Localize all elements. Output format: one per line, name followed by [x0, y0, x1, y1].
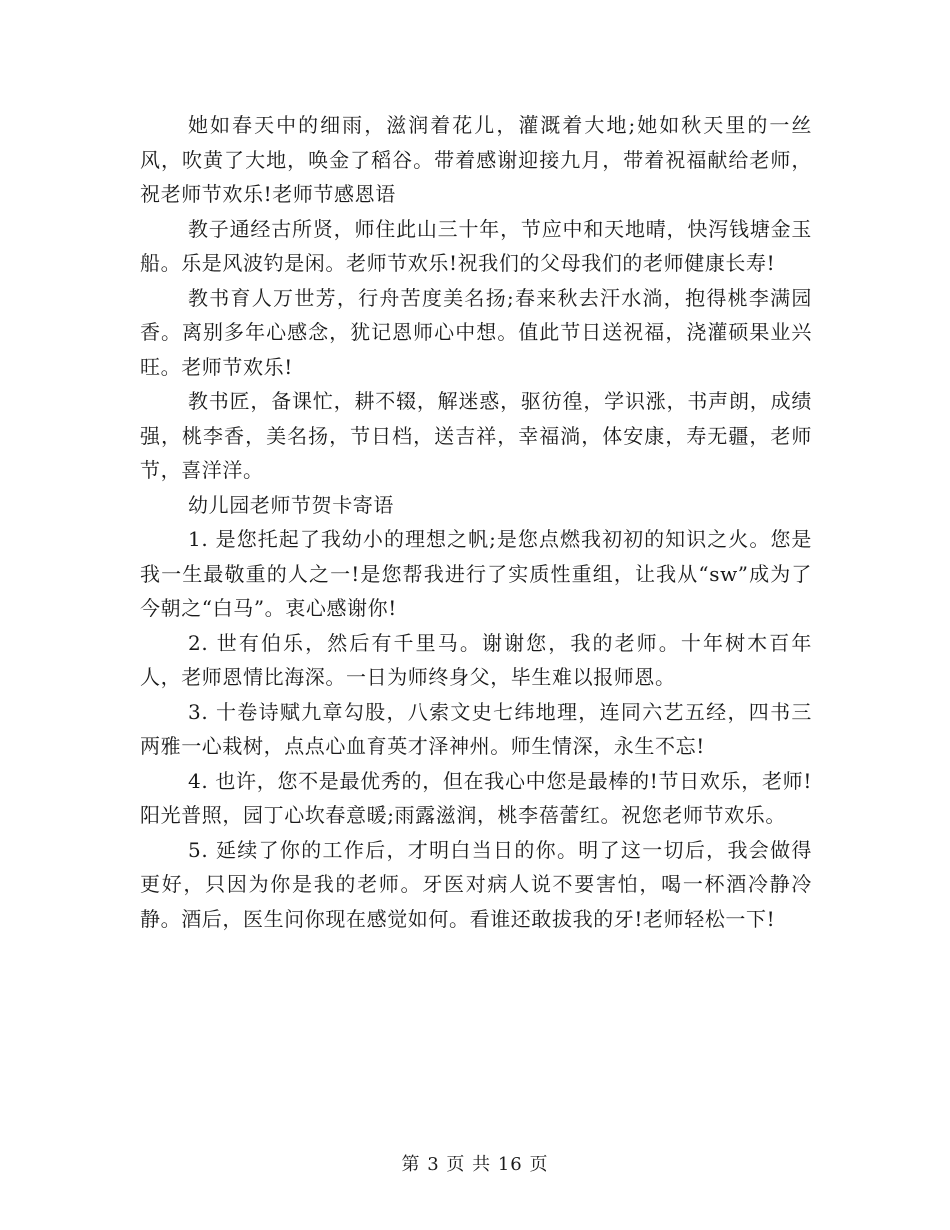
document-body [140, 108, 812, 936]
page-number-footer: 第 3 页 共 16 页 [401, 1154, 549, 1175]
list-item-1: 1. 是您托起了我幼小的理想之帆;是您点燃我初初的知识之火。您是我一生最敬重的人之一!是您帮我进行了实质性重组，让我从“sw”成为了今朝之“白马”。衷心感谢你! [140, 527, 812, 620]
section-heading: 幼儿园老师节贺卡寄语 [188, 492, 394, 517]
paragraph-2: 教子通经古所贤，师住此山三十年，节应中和天地晴，快泻钱塘金玉船。乐是风波钓是闲。老师节欢乐!祝我们的父母我们的老师健康长寿! [140, 216, 812, 275]
paragraph-3: 教书育人万世芳，行舟苦度美名扬;春来秋去汗水淌，抱得桃李满园香。离别多年心感念，犹记恩师心中想。值此节日送祝福，浇灌硕果业兴旺。老师节欢乐! [140, 285, 812, 379]
paragraph-4: 教书匠，备课忙，耕不辍，解迷惑，驱彷徨，学识涨，书声朗，成绩强，桃李香，美名扬，节日档，送吉祥，幸福淌，体安康，寿无疆，老师节，喜洋洋。 [140, 389, 812, 482]
list-item-4: 4. 也许，您不是最优秀的，但在我心中您是最棒的!节日欢乐，老师!阳光普照，园丁心坎春意暖;雨露滋润，桃李蓓蕾红。祝您老师节欢乐。 [140, 768, 812, 827]
paragraph-1: 她如春天中的细雨，滋润着花儿，灌溉着大地;她如秋天里的一丝风，吹黄了大地，唤金了稻谷。带着感谢迎接九月，带着祝福献给老师，祝老师节欢乐!老师节感恩语 [140, 113, 812, 206]
list-item-3: 3. 十卷诗赋九章勾股，八索文史七纬地理，连同六艺五经，四书三两雅一心栽树，点点心血育英才泽神州。师生情深，永生不忘! [140, 699, 812, 758]
list-item-2: 2. 世有伯乐，然后有千里马。谢谢您，我的老师。十年树木百年人，老师恩情比海深。一日为师终身父，毕生难以报师恩。 [140, 630, 812, 689]
list-item-5: 5. 延续了你的工作后，才明白当日的你。明了这一切后，我会做得更好，只因为你是我的老师。牙医对病人说不要害怕，喝一杯酒冷静冷静。酒后，医生问你现在感觉如何。看谁还敢拔我的牙!老师轻松一下! [140, 837, 812, 931]
